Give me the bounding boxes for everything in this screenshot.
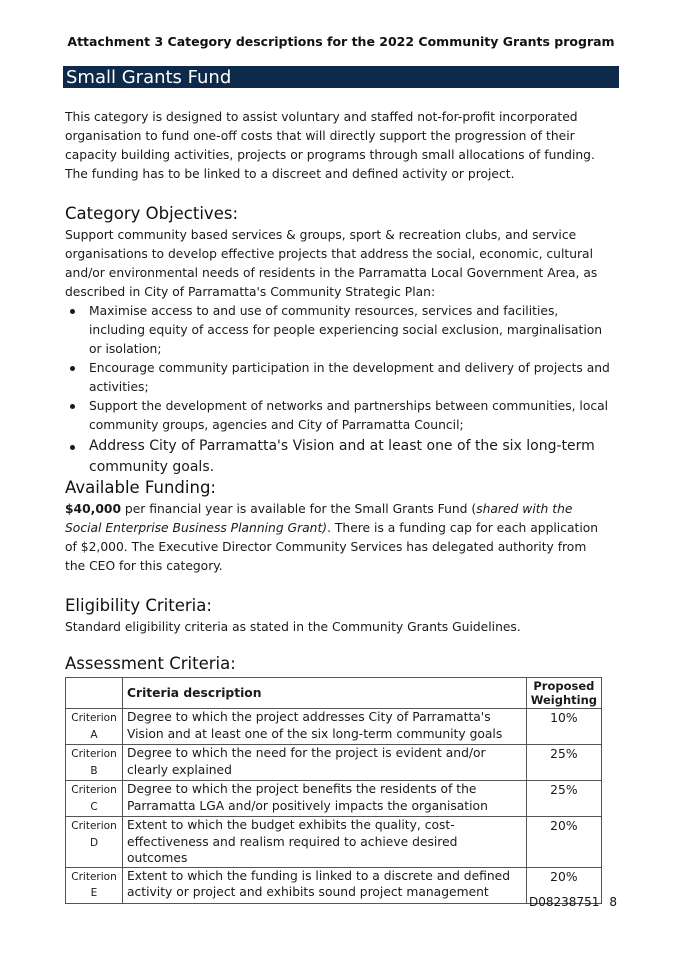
funding-paragraph [65,500,610,576]
page-number: 8 [609,895,617,909]
table-header-row [66,678,602,709]
objectives-section [65,226,610,478]
objectives-heading: Category Objectives: [65,204,239,223]
objectives-paragraph: Support community based services & groups, sport & recreation clubs, and service organisations to develop effective projects that address the social, economic, cultural and/or environmental needs of residents in the Parramatta Local Government Area, as described in City of Parramatta's Community Strategic Plan: [65,228,598,299]
criterion-letter: C [90,800,98,813]
funding-italic: shared with the Social Enterprise Business Planning Grant) [65,502,573,535]
criterion-description: Degree to which the need for the project is evident and/or clearly explained [123,745,527,781]
criterion-word: Criterion [71,712,117,724]
list-item: Maximise access to and use of community resources, services and facilities, including equity of access for people experiencing social exclusion, marginalisation or isolation; [65,302,610,359]
criterion-weighting: 20% [526,817,601,868]
criterion-label [66,817,123,868]
table-header-description: Criteria description [123,678,527,709]
list-item: Support the development of networks and partnerships between communities, local community groups, agencies and City of Parramatta Council; [65,397,610,435]
list-item: Encourage community participation in the development and delivery of projects and activities; [65,359,610,397]
criterion-word: Criterion [71,784,117,796]
criterion-letter: E [90,887,98,899]
document-id: D08238751 [529,895,600,909]
criterion-weighting: 25% [526,745,601,781]
criterion-weighting: 25% [526,781,601,817]
section-banner: Small Grants Fund [63,66,619,88]
page-footer [529,895,617,909]
table-row [66,781,602,817]
assessment-heading: Assessment Criteria: [65,654,236,673]
criterion-word: Criterion [71,748,117,760]
criterion-description: Degree to which the project benefits the residents of the Parramatta LGA and/or positively impacts the organisation [123,781,527,817]
table-row [66,817,602,868]
criterion-description: Extent to which the budget exhibits the quality, cost-effectiveness and realism required to achieve desired outcomes [123,817,527,868]
list-item: Address City of Parramatta's Vision and at least one of the six long-term community goals. [65,436,610,478]
criterion-word: Criterion [71,820,117,832]
funding-text-b: . There is a funding cap for each application of $2,000. The Executive Director Community Services has delegated authority from the CEO for this category. [65,521,599,573]
criterion-letter: D [89,836,99,849]
funding-heading: Available Funding: [65,478,216,497]
table-row [66,745,602,781]
criterion-label [66,709,123,745]
criterion-weighting: 10% [526,709,601,745]
criterion-description: Degree to which the project addresses City of Parramatta's Vision and at least one of the six long-term community goals [123,709,527,745]
eligibility-paragraph: Standard eligibility criteria as stated in the Community Grants Guidelines. [65,620,521,634]
criterion-weighting: 20% [526,867,601,903]
criterion-label [66,745,123,781]
criterion-letter: A [90,728,98,741]
page-header: Attachment 3 Category descriptions for the 2022 Community Grants program [67,34,615,49]
intro-paragraph: This category is designed to assist voluntary and staffed not-for-profit incorporated organisation to fund one-off costs that will directly support the progression of their capacity building activities, projects or programs through small allocations of funding. The funding has to be linked to a discreet and defined activity or project. [65,110,595,181]
criterion-label [66,867,123,903]
table-header-weighting [526,678,601,709]
assessment-table [65,677,602,904]
eligibility-heading: Eligibility Criteria: [65,596,212,615]
criterion-word: Criterion [71,870,117,883]
table-row [66,867,602,903]
weighting-header-line1: Proposed [533,679,595,693]
objectives-list [65,302,610,478]
table-header-blank [66,678,123,709]
criterion-letter: B [90,764,98,777]
funding-text-a: per financial year is available for the Small Grants Fund ( [121,502,477,516]
funding-amount: $40,000 [65,502,122,516]
weighting-header-line2: Weighting [530,693,597,707]
table-row [66,709,602,745]
criterion-description: Extent to which the funding is linked to a discrete and defined activity or project and exhibits sound project management [123,867,527,903]
criterion-label [66,781,123,817]
